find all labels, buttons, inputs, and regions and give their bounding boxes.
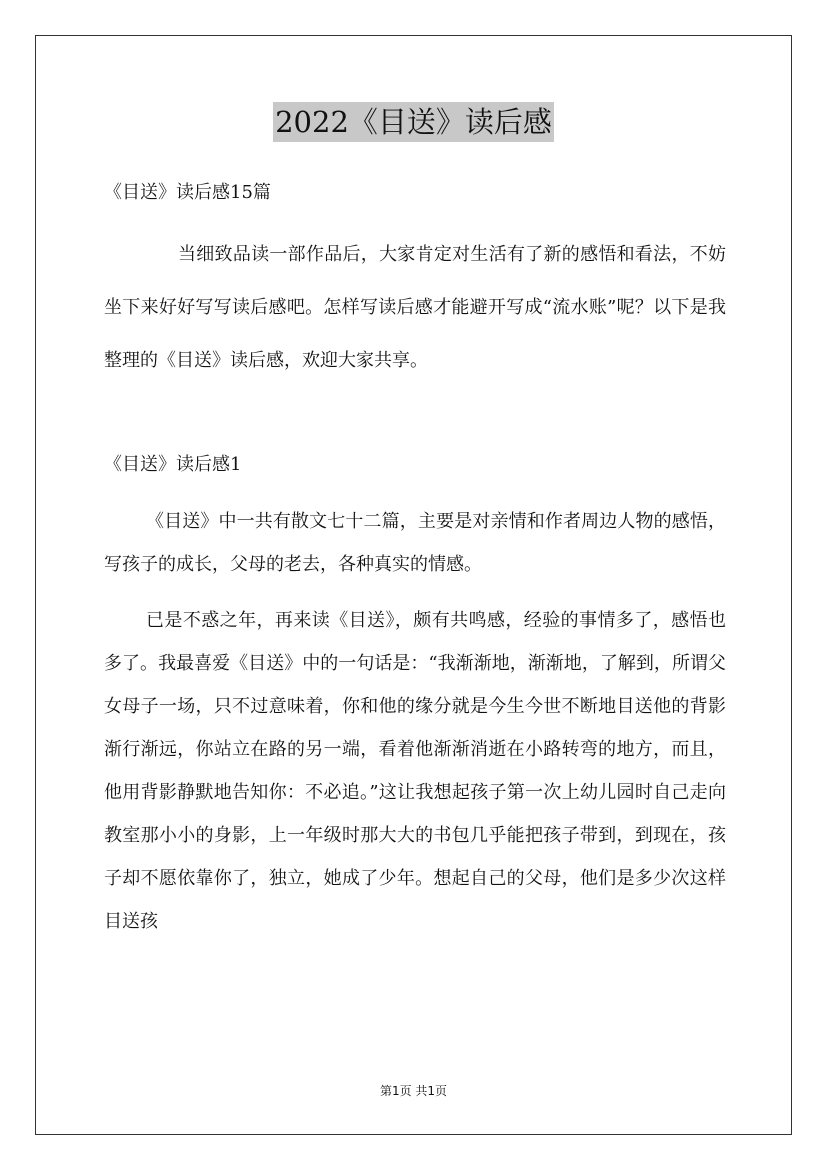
intro-paragraph: 当细致品读一部作品后，大家肯定对生活有了新的感悟和看法，不妨坐下来好好写写读后感吧。怎样写读后感才能避开写成“流水账”呢？以下是我整理的《目送》读后感，欢迎大家共享。	[104, 244, 726, 371]
page-footer: 第1页 共1页	[379, 1084, 448, 1098]
title-container	[0, 102, 827, 142]
document-title: 2022《目送》读后感	[273, 102, 554, 142]
body-paragraph-1: 《目送》中一共有散文七十二篇，主要是对亲情和作者周边人物的感悟，写孩子的成长，父母的老去，各种真实的情感。	[104, 511, 726, 575]
body-paragraph-2: 已是不惑之年，再来读《目送》，颇有共鸣感，经验的事情多了，感悟也多了。我最喜爱《目送》中的一句话是：“我渐渐地，渐渐地，了解到，所谓父女母子一场，只不过意味着，你和他的缘分就是今生今世不断地目送他的背影渐行渐远，你站立在路的另一端，看着他渐渐消逝在小路转弯的地方，而且，他用背影静默地告知你：不必追。”这让我想起孩子第一次上幼儿园时自己走向教室那小小的身影，上一年级时那大大的书包几乎能把孩子带到，到现在，孩子却不愿依靠你了，独立，她成了少年。想起自己的父母，他们是多少次这样目送孩	[104, 610, 726, 932]
section-heading: 《目送》读后感1	[104, 454, 242, 475]
section-body	[104, 500, 726, 943]
document-subtitle: 《目送》读后感15篇	[104, 182, 271, 203]
